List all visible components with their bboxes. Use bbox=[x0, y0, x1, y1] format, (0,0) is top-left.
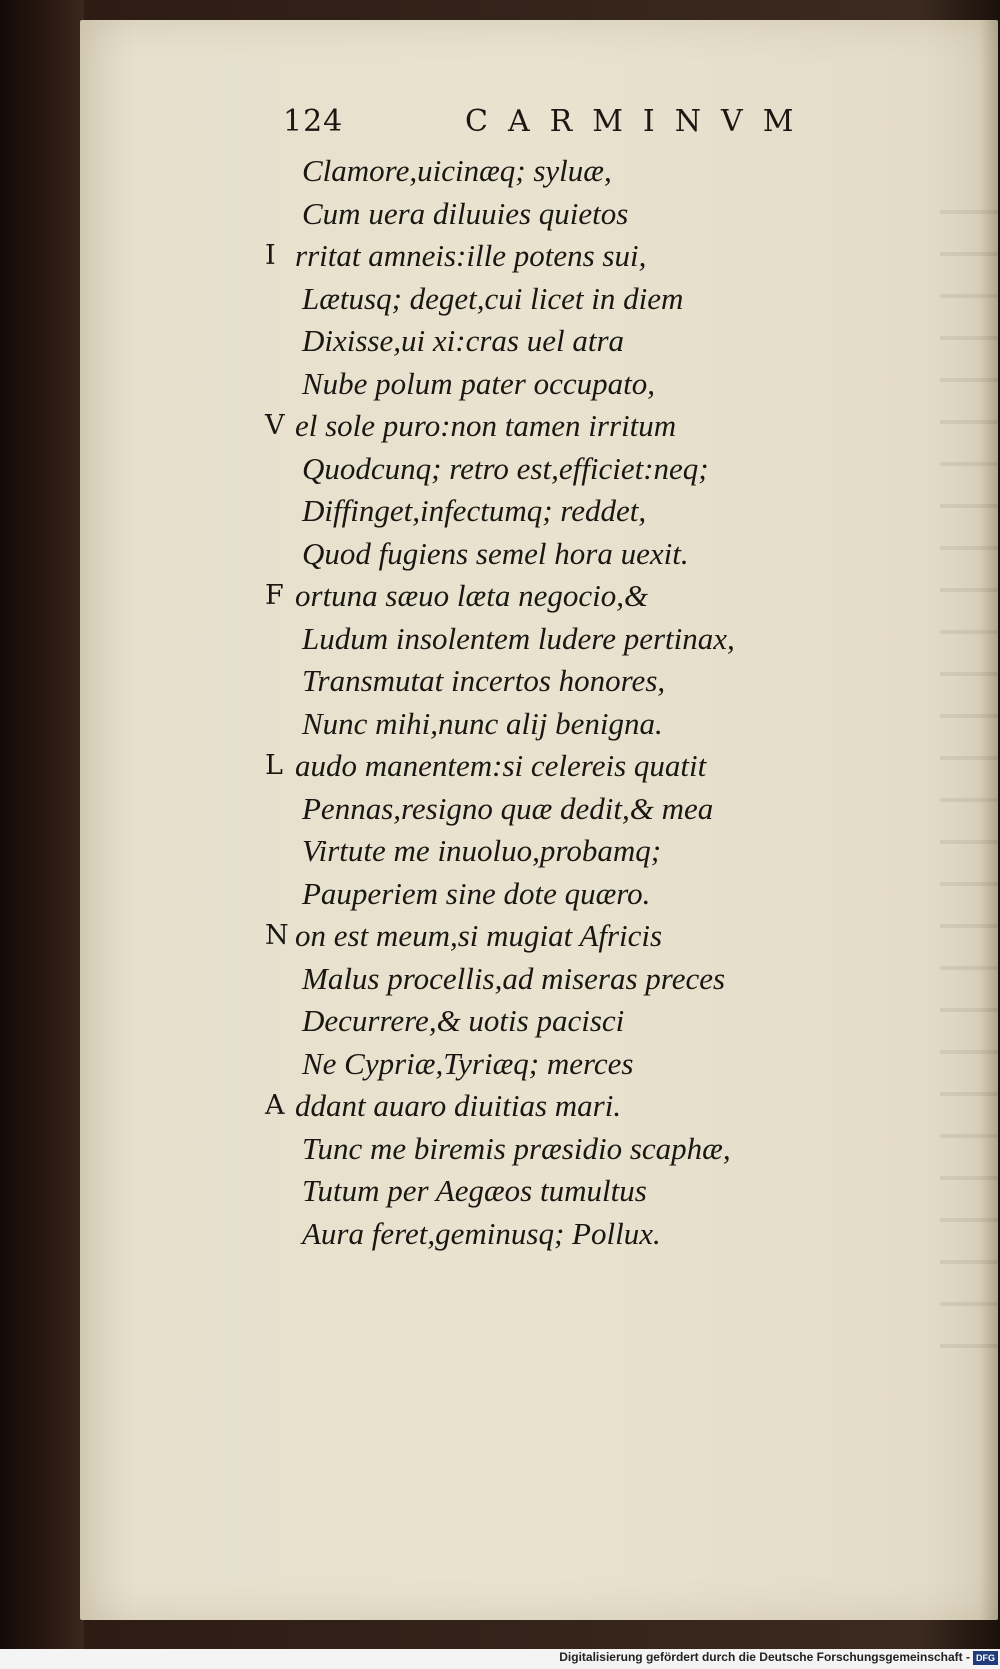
verse-line bbox=[240, 533, 800, 576]
verse-line bbox=[240, 618, 800, 661]
verse-line-text: Pauperiem sine dote quæro. bbox=[302, 875, 651, 911]
verse-line bbox=[240, 575, 800, 618]
page-header bbox=[283, 104, 813, 144]
stanza-initial: N bbox=[265, 920, 289, 951]
verse-line bbox=[240, 320, 800, 363]
stanza-initial: A bbox=[265, 1090, 285, 1121]
verse-line bbox=[240, 1085, 800, 1128]
verse-line bbox=[240, 788, 800, 831]
verse-line bbox=[240, 873, 800, 916]
verse-line bbox=[240, 490, 800, 533]
verse-line-text: Tunc me biremis præsidio scaphæ, bbox=[302, 1130, 731, 1166]
verse-line bbox=[240, 278, 800, 321]
verse-line-text: Transmutat incertos honores, bbox=[302, 663, 666, 698]
stanza-initial: L bbox=[265, 750, 283, 781]
verse-line-text: Dixisse,ui xi:cras uel atra bbox=[302, 323, 625, 358]
verse-line-text: rritat amneis:ille potens sui, bbox=[295, 238, 647, 273]
verse-line bbox=[240, 745, 800, 788]
dfg-logo: DFG bbox=[973, 1651, 998, 1665]
verse-line-text: Decurrere,& uotis pacisci bbox=[302, 1003, 625, 1038]
verse-line-text: Malus procellis,ad miseras preces bbox=[302, 960, 726, 996]
ink-show-through bbox=[940, 180, 1000, 1380]
verse-line-text: Ludum insolentem ludere pertinax, bbox=[302, 620, 735, 656]
verse-line bbox=[240, 1213, 800, 1256]
stanza-initial: F bbox=[265, 580, 284, 611]
verse-line-text: Ne Cypriæ,Tyriæq; merces bbox=[302, 1045, 634, 1081]
verse-line-text: Lætusq; deget,cui licet in diem bbox=[302, 280, 684, 316]
verse-line-text: Clamore,uicinæq; syluæ, bbox=[302, 153, 612, 188]
digitization-footer bbox=[0, 1649, 1000, 1669]
verse-line-text: ddant auaro diuitias mari. bbox=[295, 1088, 622, 1123]
verse-line-text: Tutum per Aegæos tumultus bbox=[302, 1173, 647, 1208]
verse-line-text: ortuna sæuo læta negocio,& bbox=[295, 578, 649, 613]
verse-line-text: Nunc mihi,nunc alij benigna. bbox=[302, 705, 663, 741]
verse-line-text: audo manentem:si celereis quatit bbox=[295, 748, 707, 783]
verse-line bbox=[240, 703, 800, 746]
verse-line-text: Virtute me inuoluo,probamq; bbox=[302, 833, 662, 868]
verse-line-text: Quod fugiens semel hora uexit. bbox=[302, 535, 689, 571]
verse-text bbox=[240, 150, 800, 1255]
running-head: CARMINVM bbox=[465, 104, 814, 139]
verse-line bbox=[240, 235, 800, 278]
verse-line-text: on est meum,si mugiat Africis bbox=[295, 918, 663, 953]
funding-credit: Digitalisierung gefördert durch die Deutsche Forschungsgemeinschaft - bbox=[559, 1650, 970, 1664]
stanza-initial: V bbox=[265, 410, 285, 441]
verse-line-text: Quodcunq; retro est,efficiet:neq; bbox=[302, 450, 709, 486]
verse-line-text: Pennas,resigno quæ dedit,& mea bbox=[302, 790, 714, 826]
verse-line-text: Aura feret,geminusq; Pollux. bbox=[302, 1215, 661, 1251]
verse-line bbox=[240, 1000, 800, 1043]
verse-line bbox=[240, 830, 800, 873]
verse-line bbox=[240, 1043, 800, 1086]
verse-line bbox=[240, 958, 800, 1001]
verse-line-text: Nube polum pater occupato, bbox=[302, 365, 656, 401]
verse-line-text: Diffinget,infectumq; reddet, bbox=[302, 493, 647, 528]
book-spine-shadow bbox=[0, 0, 84, 1669]
verse-line bbox=[240, 915, 800, 958]
verse-line bbox=[240, 193, 800, 236]
verse-line bbox=[240, 363, 800, 406]
verse-line-text: Cum uera diluuies quietos bbox=[302, 195, 629, 231]
verse-line bbox=[240, 405, 800, 448]
verse-line bbox=[240, 660, 800, 703]
verse-line-text: el sole puro:non tamen irritum bbox=[295, 408, 677, 443]
verse-line bbox=[240, 448, 800, 491]
verse-line bbox=[240, 150, 800, 193]
page-number: 124 bbox=[283, 104, 344, 139]
stanza-initial: I bbox=[265, 240, 276, 271]
verse-line bbox=[240, 1170, 800, 1213]
verse-line bbox=[240, 1128, 800, 1171]
